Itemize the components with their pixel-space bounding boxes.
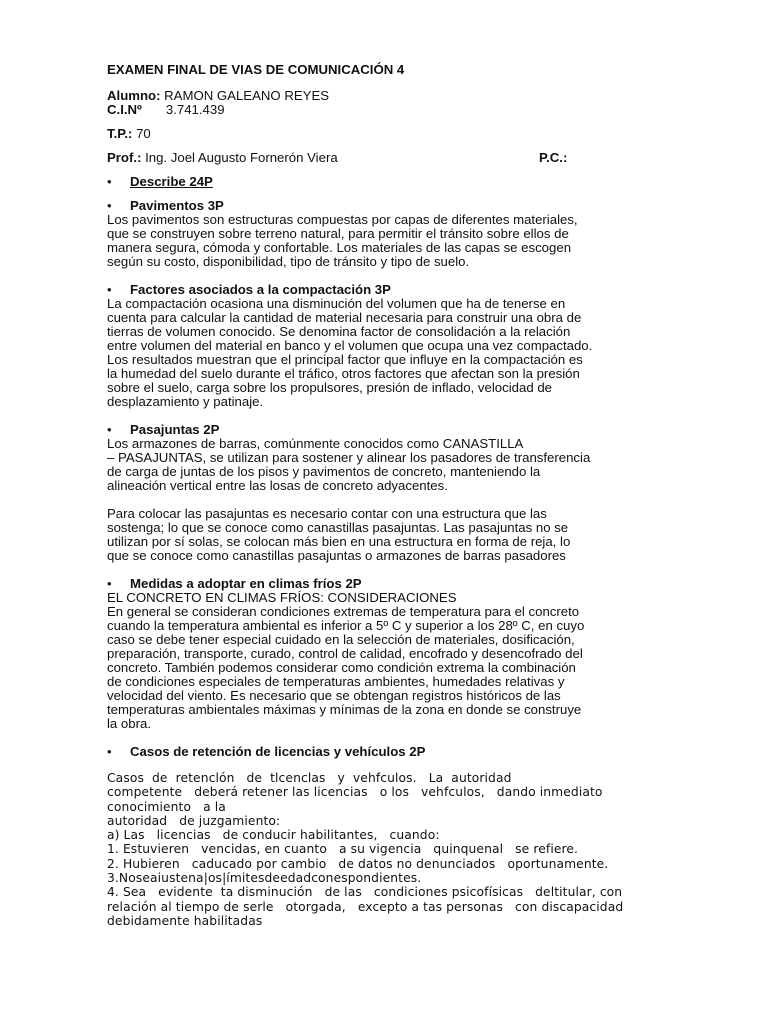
text-line: la humedad del suelo durante el tráfico, otros factores que afectan son la presión: [107, 366, 580, 381]
prof-name: Ing. Joel Augusto Fornerón Viera: [141, 150, 338, 165]
text-line: alineación vertical entre las losas de concreto adyacentes.: [107, 478, 448, 493]
text-line: que se conoce como canastillas pasajuntas o armazones de barras pasadores: [107, 548, 566, 563]
text-line: manera segura, cómoda y confortable. Los materiales de las capas se escogen: [107, 240, 572, 255]
section-climas-heading: • Medidas a adoptar en climas fríos 2P: [107, 576, 362, 591]
text-line: velocidad del viento. Es necesario que se obtengan registros históricos de las: [107, 688, 561, 703]
prof-row: [107, 151, 697, 165]
text-line: relación al tiempo de serle otorgada, excepto a tas personas con discapacidad: [107, 899, 624, 914]
text-line: cuando la temperatura ambiental es inferior a 5º C y superior a los 28º C, en cuyo: [107, 618, 585, 633]
text-line: cuenta para calcular la cantidad de material necesaria para construir una obra de: [107, 310, 582, 325]
factores-paragraph: [107, 297, 697, 409]
text-line: desplazamiento y patinaje.: [107, 394, 264, 409]
text-line: 4. Sea evidente ta disminución de las condiciones psicofísicas deltitular, con: [107, 885, 623, 900]
text-line: temperaturas ambientales máximas y mínimas de la zona en donde se construye: [107, 702, 582, 717]
retencion-paragraph: [107, 771, 697, 928]
text-line: – PASAJUNTAS, se utilizan para sostener y alinear los pasadores de transferencia: [107, 450, 591, 465]
cin-value: 3.741.439: [165, 102, 225, 117]
text-line: preparación, transporte, curado, control de calidad, encofrado y desencofrado del: [107, 646, 583, 661]
student-name: RAMON GALEANO REYES: [160, 88, 330, 103]
text-line: 2. Hubieren caducado por cambio de datos no denunciados oportunamente.: [107, 856, 609, 871]
bullet-dot: •: [107, 422, 112, 437]
pasajuntas-paragraph-1: [107, 437, 697, 493]
bullet-dot: •: [107, 174, 112, 189]
tp-label: T.P.:: [107, 126, 133, 141]
text-line: 3.Noseaiustena|os|ímitesdeedadconespondientes.: [107, 871, 422, 886]
cin-row: [107, 103, 697, 117]
section-pasajuntas-heading: • Pasajuntas 2P: [107, 422, 220, 437]
tp-row: [107, 127, 697, 141]
document-page: [107, 63, 697, 928]
text-line: la obra.: [107, 716, 151, 731]
text-line: caso se debe tener especial cuidado en la selección de materiales, dosificación,: [107, 632, 575, 647]
climas-paragraph: [107, 591, 697, 731]
text-line: Los pavimentos son estructuras compuestas por capas de diferentes materiales,: [107, 212, 578, 227]
section-retencion-heading: • Casos de retención de licencias y vehículos 2P: [107, 744, 426, 759]
text-line: utilizan por sí solas, se colocan más bien en una estructura en forma de reja, lo: [107, 534, 571, 549]
text-line: entre volumen del material en banco y el volumen que ocupa una vez compactado.: [107, 338, 593, 353]
pavimentos-paragraph: [107, 213, 697, 269]
text-line: La compactación ocasiona una disminución del volumen que ha de tenerse en: [107, 296, 566, 311]
bullet-dot: •: [107, 282, 112, 297]
text-line: tierras de volumen conocido. Se denomina factor de consolidación a la relación: [107, 324, 571, 339]
text-line: según su costo, disponibilidad, tipo de tránsito y tipo de suelo.: [107, 254, 470, 269]
text-line: EL CONCRETO EN CLIMAS FRÍOS: CONSIDERACIONES: [107, 590, 457, 605]
text-line: sobre el suelo, carga sobre los propulsores, presión de inflado, velocidad de: [107, 380, 552, 395]
bullet-dot: •: [107, 198, 112, 213]
section-factores-heading: • Factores asociados a la compactación 3P: [107, 282, 391, 297]
text-line: Los resultados muestran que el principal factor que influye en la compactación es: [107, 352, 583, 367]
pc-label: P.C.:: [539, 150, 568, 165]
bullet-dot: •: [107, 744, 112, 759]
text-line: Casos de retenclón de tlcenclas y vehfculos. La autoridad: [107, 771, 512, 785]
document-title: EXAMEN FINAL DE VIAS DE COMUNICACIÓN 4: [107, 62, 405, 77]
text-line: que se construyen sobre terreno natural, para permitir el tránsito sobre ellos de: [107, 226, 569, 241]
text-line: de carga de juntas de los pisos y pavimentos de concreto, manteniendo la: [107, 464, 541, 479]
text-line: conocimiento a la: [107, 799, 226, 814]
section-describe-heading: • Describe 24P: [107, 174, 213, 189]
bullet-dot: •: [107, 576, 112, 591]
prof-label: Prof.:: [107, 150, 142, 165]
text-line: a) Las licencias de conducir habilitantes, cuando:: [107, 828, 440, 843]
section-pavimentos-heading: • Pavimentos 3P: [107, 198, 224, 213]
student-label: Alumno:: [107, 88, 161, 103]
cin-label: C.I.Nº: [107, 102, 142, 117]
text-line: En general se consideran condiciones extremas de temperatura para el concreto: [107, 604, 580, 619]
tp-value: 70: [132, 126, 151, 141]
text-line: competente deberá retener las licencias o los vehfculos, dando inmediato: [107, 785, 603, 800]
pasajuntas-paragraph-2: [107, 507, 697, 563]
student-name-row: [107, 89, 697, 103]
text-line: concreto. También podemos considerar como condición extrema la combinación: [107, 660, 576, 675]
text-line: 1. Estuvieren vencidas, en cuanto a su vigencia quinquenal se refiere.: [107, 842, 579, 857]
text-line: debidamente habilitadas: [107, 913, 263, 928]
text-line: Los armazones de barras, comúnmente conocidos como CANASTILLA: [107, 436, 524, 451]
text-line: Para colocar las pasajuntas es necesario contar con una estructura que las: [107, 506, 547, 521]
text-line: sostenga; lo que se conoce como canastillas pasajuntas. Las pasajuntas no se: [107, 520, 569, 535]
text-line: de condiciones especiales de temperaturas ambientes, humedades relativas y: [107, 674, 565, 689]
text-line: autoridad de juzgamiento:: [107, 813, 281, 828]
